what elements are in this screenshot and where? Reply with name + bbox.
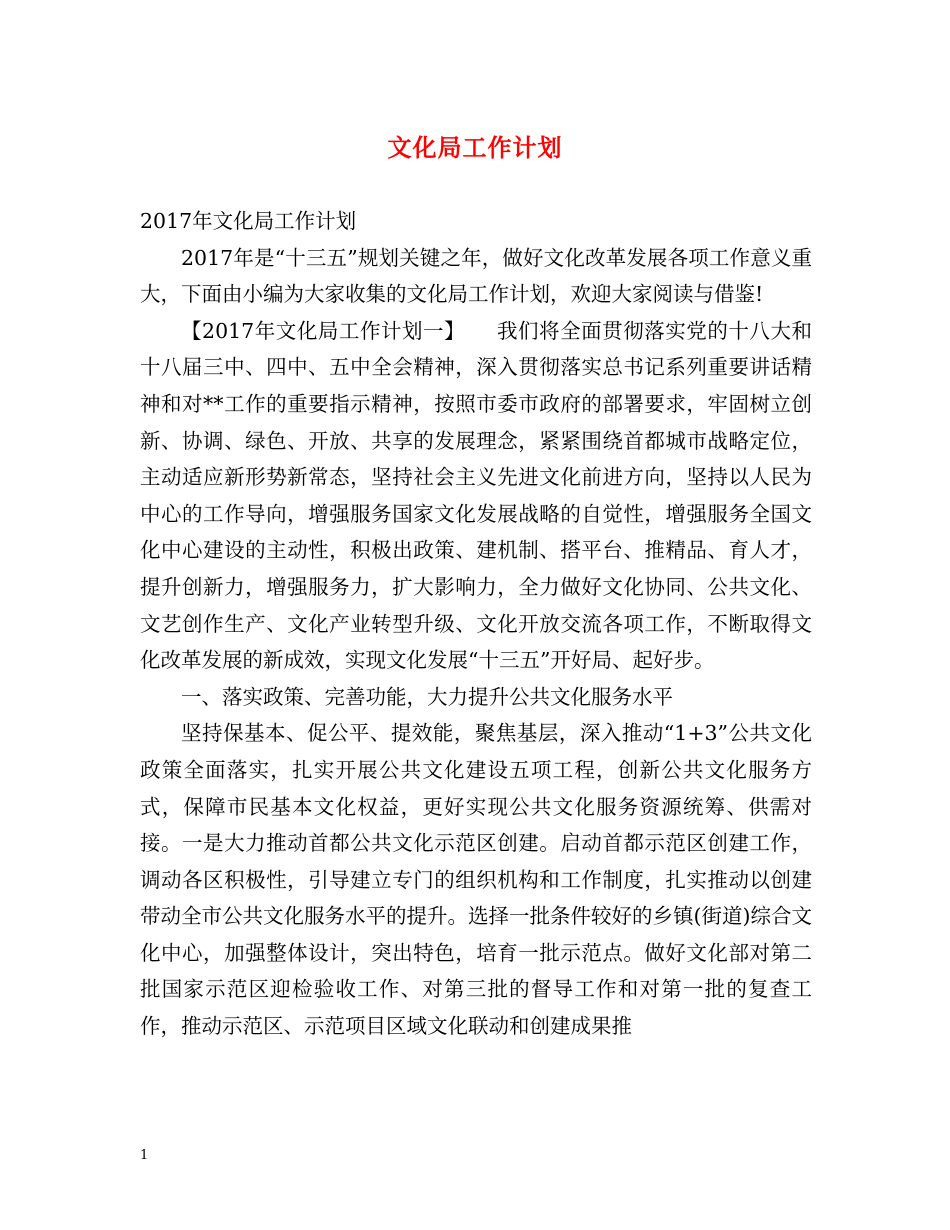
document-heading: 2017年文化局工作计划 <box>140 209 357 233</box>
document-body <box>140 203 812 1045</box>
document-title: 文化局工作计划 <box>387 133 563 162</box>
paragraph-section-one: 坚持保基本、促公平、提效能，聚焦基层，深入推动“1+3”公共文化政策全面落实，扎实开展公共文化建设五项工程，创新公共文化服务方式，保障市民基本文化权益，更好实现公共文化服务资源统筹、供需对接。一是大力推动首都公共文化示范区创建。启动首都示范区创建工作，调动各区积极性，引导建立专门的组织机构和工作制度，扎实推动以创建带动全市公共文化服务水平的提升。选择一批条件较好的乡镇(街道)综合文化中心，加强整体设计，突出特色，培育一批示范点。做好文化部对第二批国家示范区迎检验收工作、对第三批的督导工作和对第一批的复查工作，推动示范区、示范项目区域文化联动和创建成果推 <box>140 721 812 1039</box>
section-heading-one: 一、落实政策、完善功能，大力提升公共文化服务水平 <box>181 684 673 709</box>
page-number: 1 <box>140 1148 149 1163</box>
paragraph-plan-one: 【2017年文化局工作计划一】 我们将全面贯彻落实党的十八大和十八届三中、四中、五中全会精神，深入贯彻落实总书记系列重要讲话精神和对**工作的重要指示精神，按照市委市政府的部署要求，牢固树立创新、协调、绿色、开放、共享的发展理念，紧紧围绕首都城市战略定位，主动适应新形势新常态，坚持社会主义先进文化前进方向，坚持以人民为中心的工作导向，增强服务国家文化发展战略的自觉性，增强服务全国文化中心建设的主动性，积极出政策、建机制、搭平台、推精品、育人才，提升创新力，增强服务力，扩大影响力，全力做好文化协同、公共文化、文艺创作生产、文化产业转型升级、文化开放交流各项工作，不断取得文化改革发展的新成效，实现文化发展“十三五”开好局、起好步。 <box>140 318 812 673</box>
paragraph-intro: 2017年是“十三五”规划关键之年，做好文化改革发展各项工作意义重大，下面由小编为大家收集的文化局工作计划，欢迎大家阅读与借鉴! <box>140 245 812 307</box>
